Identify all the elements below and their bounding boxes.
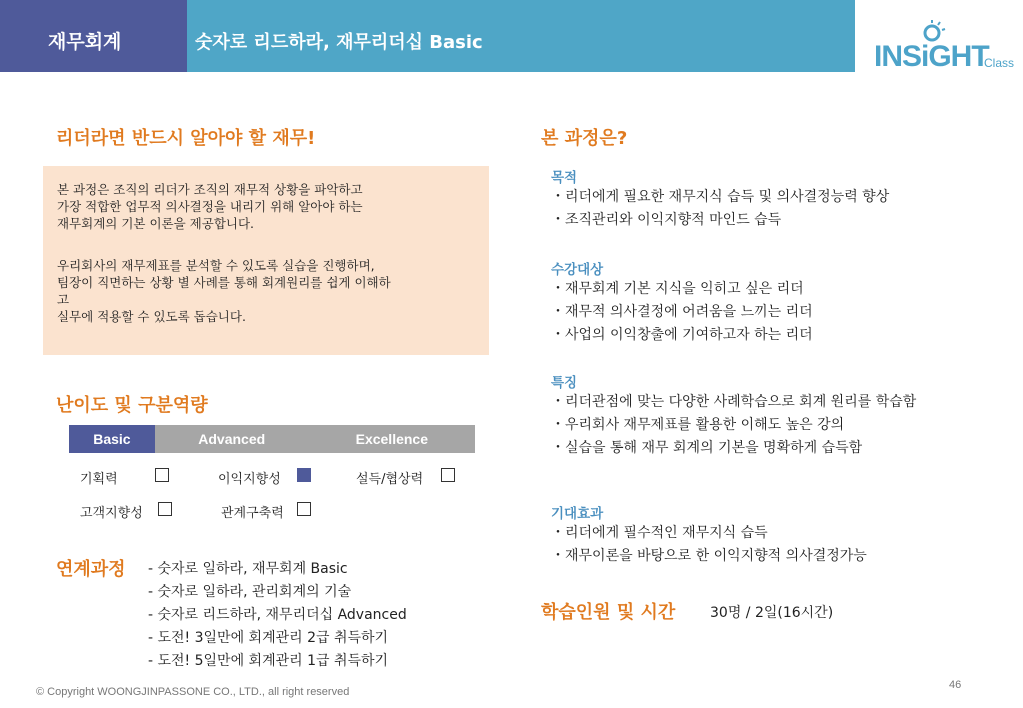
feature-list <box>551 391 961 460</box>
feature-label: 특징 <box>551 375 578 391</box>
target-item: ・재무회계 기본 지식을 익히고 싶은 리더 <box>551 281 804 297</box>
effect-label: 기대효과 <box>551 506 604 522</box>
intro-line: 팀장이 직면하는 상황 별 사례를 통해 회계원리를 쉽게 이해하 <box>57 275 391 290</box>
intro-line: 고 <box>57 292 70 307</box>
checkbox-checked <box>297 468 311 482</box>
related-course: - 도전! 3일만에 회계관리 2급 취득하기 <box>148 630 389 646</box>
purpose-list <box>551 186 961 232</box>
skill-label: 고객지향성 <box>80 506 143 521</box>
skill-label: 설득/협상력 <box>356 472 424 487</box>
purpose-item: ・리더에게 필요한 재무지식 습득 및 의사결정능력 향상 <box>551 189 890 205</box>
related-course: - 숫자로 일하라, 관리회계의 기술 <box>148 584 352 600</box>
target-label: 수강대상 <box>551 262 604 278</box>
skill-label: 기획력 <box>80 472 118 487</box>
checkbox-unchecked <box>155 468 169 482</box>
related-course: - 도전! 5일만에 회계관리 1급 취득하기 <box>148 653 389 669</box>
learn-title: 학습인원 및 시간 <box>541 602 676 623</box>
page-title: 숫자로 리드하라, 재무리더십 Basic <box>195 32 483 53</box>
related-course: - 숫자로 리드하라, 재무리더십 Advanced <box>148 607 407 623</box>
purpose-label: 목적 <box>551 170 578 186</box>
checkbox-unchecked <box>297 502 311 516</box>
intro-line: 가장 적합한 업무적 의사결정을 내리기 위해 알아야 하는 <box>57 199 363 214</box>
related-course-list <box>148 558 407 673</box>
feature-item: ・우리회사 재무제표를 활용한 이해도 높은 강의 <box>551 417 845 433</box>
skill-label: 관계구축력 <box>221 506 284 521</box>
intro-line: 본 과정은 조직의 리더가 조직의 재무적 상황을 파악하고 <box>57 182 363 197</box>
copyright: © Copyright WOONGJINPASSONE CO., LTD., all right reserved <box>36 686 350 698</box>
purpose-item: ・조직관리와 이익지향적 마인드 습득 <box>551 212 782 228</box>
logo-subtext: Class <box>984 56 1015 70</box>
level-excellence: Excellence <box>309 425 475 453</box>
header-category-bar <box>0 0 187 72</box>
target-list <box>551 278 961 347</box>
intro-line: 우리회사의 재무제표를 분석할 수 있도록 실습을 진행하며, <box>57 258 375 273</box>
page-number: 46 <box>949 679 962 691</box>
feature-item: ・실습을 통해 재무 회계의 기본을 명확하게 습득함 <box>551 440 863 456</box>
feature-item: ・리더관점에 맞는 다양한 사례학습으로 회계 원리를 학습함 <box>551 394 917 410</box>
course-title: 본 과정은? <box>541 128 628 149</box>
intro-line: 실무에 적용할 수 있도록 돕습니다. <box>57 309 246 324</box>
skill-label: 이익지향성 <box>218 472 281 487</box>
intro-paragraph-2 <box>57 257 477 325</box>
target-item: ・사업의 이익창출에 기여하고자 하는 리더 <box>551 327 813 343</box>
header-title-bar <box>187 0 855 72</box>
checkbox-unchecked <box>158 502 172 516</box>
related-title: 연계과정 <box>56 559 126 580</box>
level-advanced: Advanced <box>155 425 309 453</box>
related-course: - 숫자로 일하라, 재무회계 Basic <box>148 561 348 577</box>
effect-item: ・리더에게 필수적인 재무지식 습득 <box>551 525 768 541</box>
level-table <box>69 425 475 453</box>
intro-paragraph-1 <box>57 181 477 232</box>
intro-title: 리더라면 반드시 알아야 할 재무! <box>56 128 316 149</box>
insight-class-logo <box>870 18 1020 78</box>
intro-box <box>43 166 489 355</box>
effect-item: ・재무이론을 바탕으로 한 이익지향적 의사결정가능 <box>551 548 867 564</box>
level-basic: Basic <box>69 425 155 453</box>
logo-text: INSiGHT <box>874 40 989 73</box>
header-category: 재무회계 <box>48 31 122 53</box>
intro-line: 재무회계의 기본 이론을 제공합니다. <box>57 216 255 231</box>
target-item: ・재무적 의사결정에 어려움을 느끼는 리더 <box>551 304 813 320</box>
level-title: 난이도 및 구분역량 <box>56 395 208 416</box>
checkbox-unchecked <box>441 468 455 482</box>
effect-list <box>551 522 961 568</box>
learn-value: 30명 / 2일(16시간) <box>710 605 834 621</box>
